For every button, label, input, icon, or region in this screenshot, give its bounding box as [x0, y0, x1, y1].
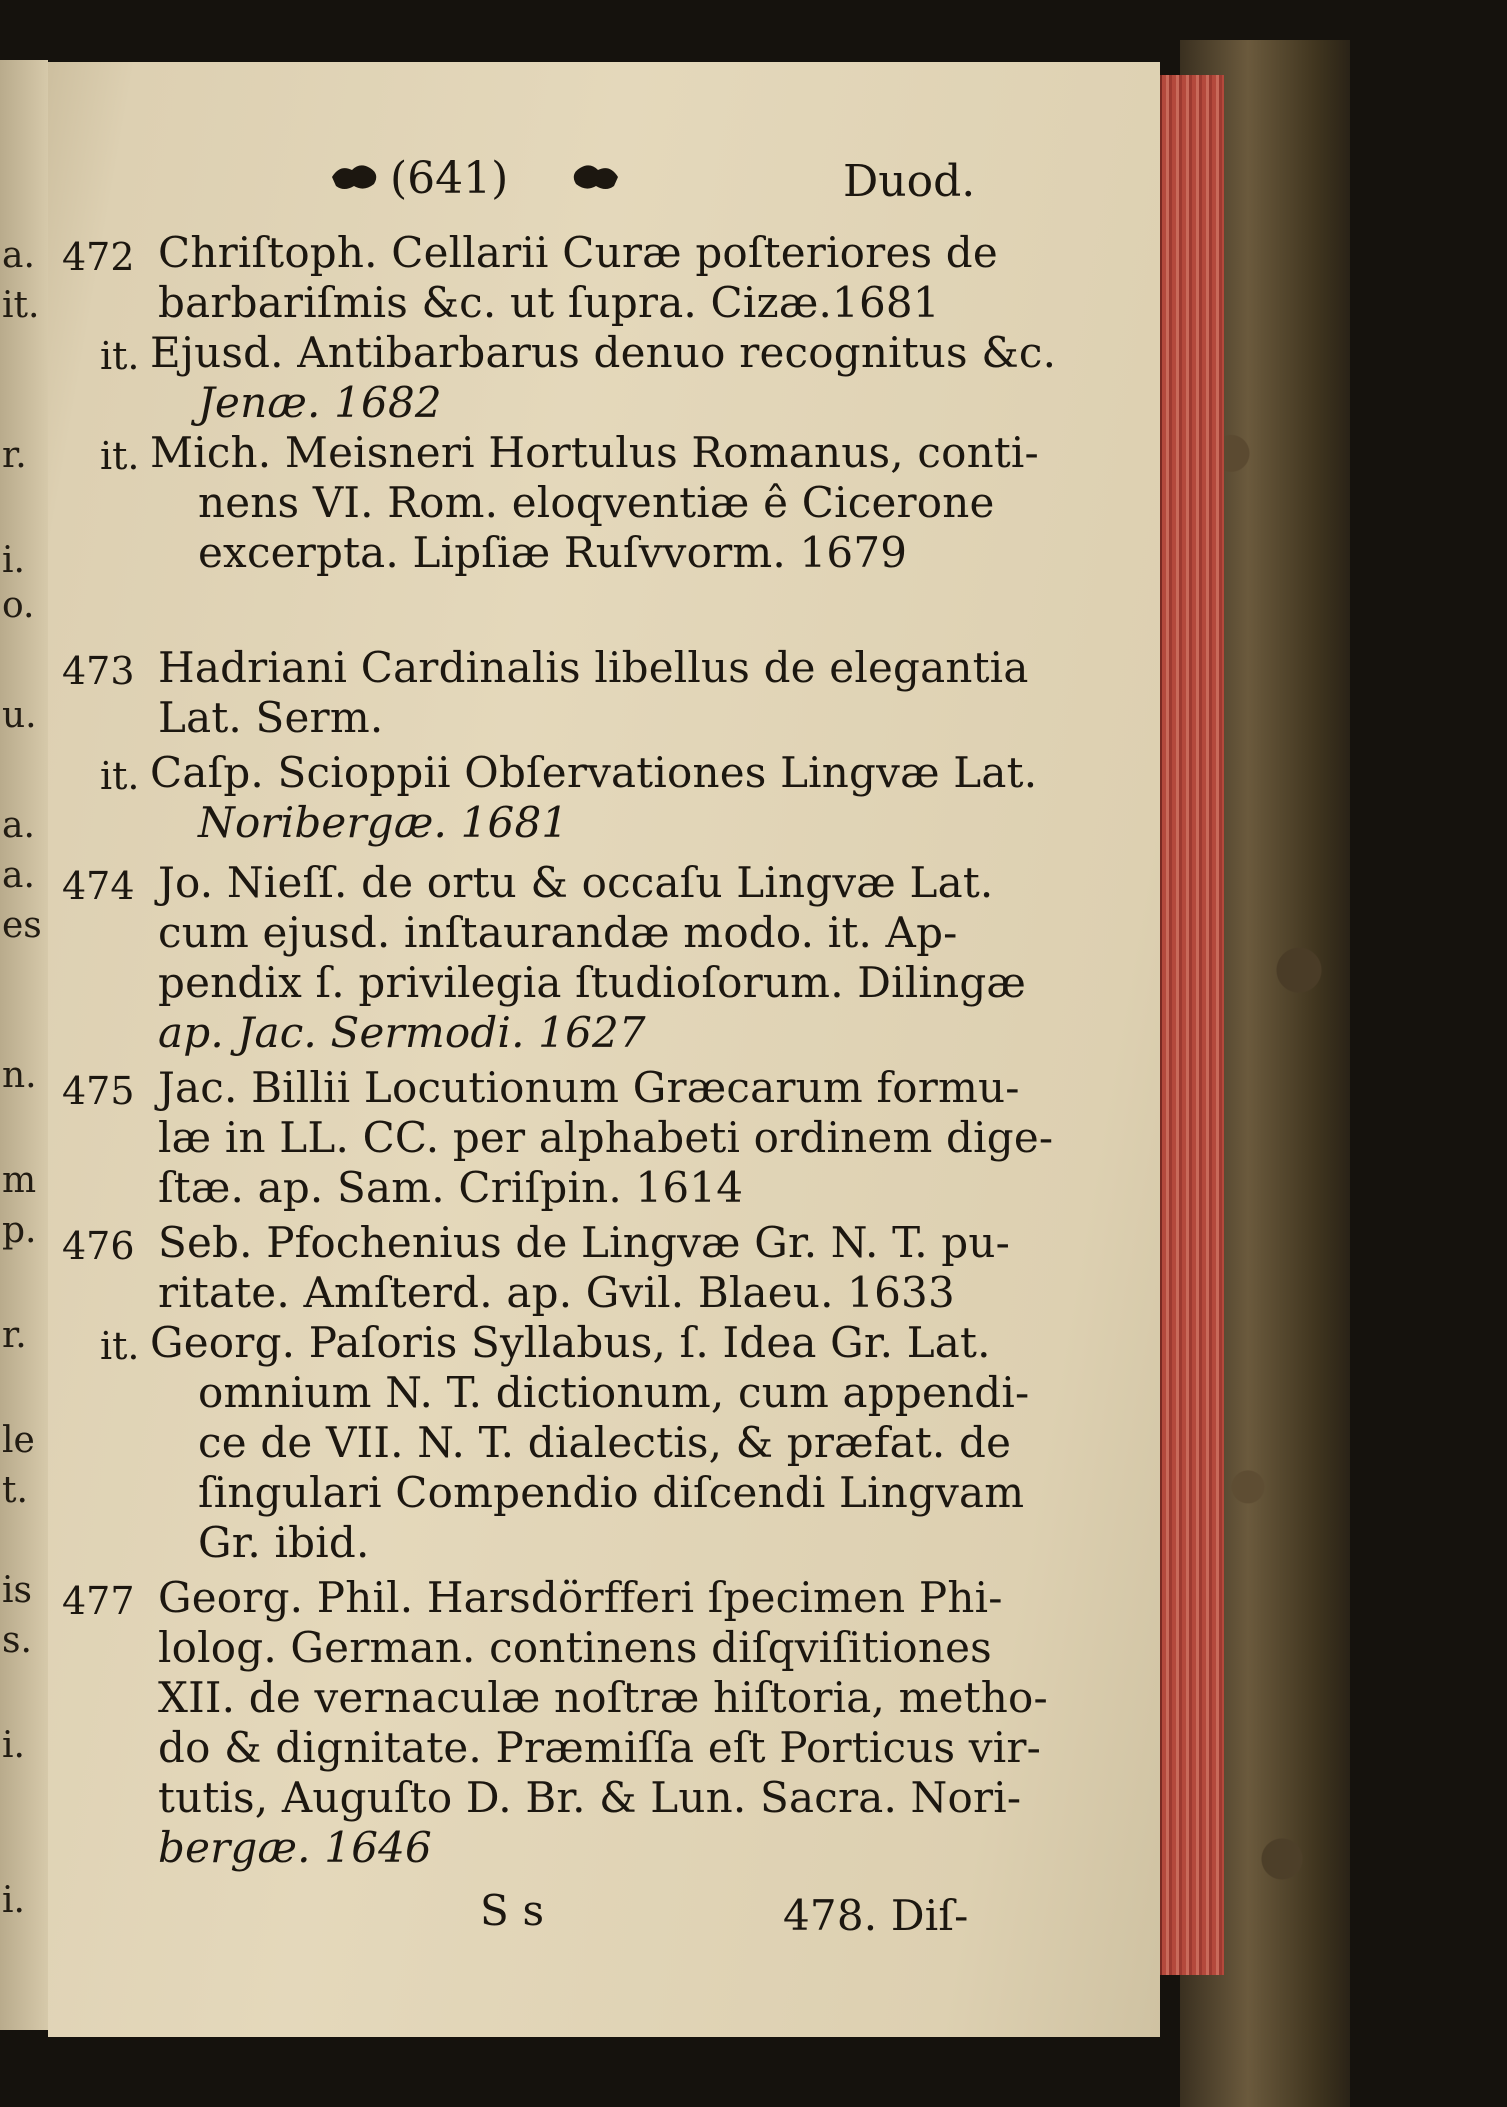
margin-fragment: i.: [2, 540, 25, 581]
ornament-left-icon: [330, 160, 382, 194]
entry-line: XII. de vernaculæ noſtræ hiſtoria, metho-: [158, 1673, 1048, 1722]
signature-mark: S s: [480, 1886, 545, 1935]
entry-number: 472: [62, 235, 135, 279]
margin-fragment: le: [2, 1420, 35, 1461]
entry-line: lolog. German. continens diſqviſitiones: [158, 1623, 992, 1672]
entry-line: tutis, Auguſto D. Br. & Lun. Sacra. Nori-: [158, 1773, 1022, 1822]
entry-line: Gr. ibid.: [198, 1518, 370, 1567]
entry-line: Jac. Billii Locutionum Græcarum formu-: [158, 1063, 1020, 1112]
margin-fragment: p.: [2, 1210, 37, 1251]
entry-number: it.: [100, 434, 140, 478]
entry-line: cum ejusd. inſtaurandæ modo. it. Ap-: [158, 908, 958, 957]
entry-line: Seb. Pfochenius de Lingvæ Gr. N. T. pu-: [158, 1218, 1011, 1267]
entry-line: Chriſtoph. Cellarii Curæ poſteriores de: [158, 228, 998, 277]
margin-fragment: a.: [2, 855, 35, 896]
entry-line: do & dignitate. Præmiſſa eſt Porticus vir-: [158, 1723, 1042, 1772]
entry-line: ap. Jac. Sermodi. 1627: [158, 1008, 646, 1057]
entry-line: Jenæ. 1682: [198, 378, 442, 427]
entry-line: Jo. Nieſſ. de ortu & occaſu Lingvæ Lat.: [158, 858, 994, 907]
entry-line: Mich. Meisneri Hortulus Romanus, conti-: [150, 428, 1039, 477]
entry-line: Georg. Paſoris Syllabus, ſ. Idea Gr. Lat.: [150, 1318, 991, 1367]
entry-number: 477: [62, 1579, 135, 1623]
entry-line: ſtæ. ap. Sam. Criſpin. 1614: [158, 1163, 744, 1212]
entry-line: barbariſmis &c. ut ſupra. Cizæ.1681: [158, 278, 940, 327]
margin-fragment: es: [2, 905, 42, 946]
entry-number: 475: [62, 1069, 135, 1113]
entry-line: excerpta. Lipſiæ Ruſvvorm. 1679: [198, 528, 908, 577]
book-page: [48, 62, 1160, 2037]
entry-line: Lat. Serm.: [158, 693, 384, 742]
ornament-right-icon: [568, 160, 620, 194]
previous-page-edge: [0, 60, 48, 2030]
entry-number: 476: [62, 1224, 135, 1268]
entry-line: nens VI. Rom. eloqventiæ ê Cicerone: [198, 478, 995, 527]
page-number: (641): [390, 153, 509, 204]
margin-fragment: o.: [2, 585, 35, 626]
margin-fragment: a.: [2, 805, 35, 846]
margin-fragment: a.: [2, 235, 35, 276]
margin-fragment: i.: [2, 1880, 25, 1921]
section-heading: Duod.: [843, 156, 976, 207]
entry-line: læ in LL. CC. per alphabeti ordinem dige-: [158, 1113, 1054, 1162]
red-page-edges: [1160, 75, 1224, 1975]
margin-fragment: m: [2, 1160, 37, 1201]
entry-number: it.: [100, 754, 140, 798]
catchword: 478. Diſ-: [783, 1891, 969, 1940]
margin-fragment: r.: [2, 435, 27, 476]
margin-fragment: r.: [2, 1315, 27, 1356]
entry-line: Ejusd. Antibarbarus denuo recognitus &c.: [150, 328, 1057, 377]
entry-number: 474: [62, 864, 135, 908]
entry-number: 473: [62, 649, 135, 693]
margin-fragment: s.: [2, 1620, 32, 1661]
margin-fragment: u.: [2, 695, 37, 736]
entry-line: bergæ. 1646: [158, 1823, 432, 1872]
margin-fragment: is: [2, 1570, 32, 1611]
margin-fragment: it.: [2, 285, 40, 326]
margin-fragment: n.: [2, 1055, 37, 1096]
entry-line: Georg. Phil. Harsdörfferi ſpecimen Phi-: [158, 1573, 1003, 1622]
entry-line: pendix ſ. privilegia ſtudioſorum. Dilingæ: [158, 958, 1027, 1007]
entry-line: ritate. Amſterd. ap. Gvil. Blaeu. 1633: [158, 1268, 955, 1317]
margin-fragment: i.: [2, 1725, 25, 1766]
entry-line: ce de VII. N. T. dialectis, & præfat. de: [198, 1418, 1012, 1467]
margin-fragment: t.: [2, 1470, 28, 1511]
entry-line: Noribergæ. 1681: [198, 798, 569, 847]
entry-line: Caſp. Scioppii Obſervationes Lingvæ Lat.: [150, 748, 1038, 797]
entry-line: ſingulari Compendio diſcendi Lingvam: [198, 1468, 1025, 1517]
entry-line: omnium N. T. dictionum, cum appendi-: [198, 1368, 1030, 1417]
entry-number: it.: [100, 1324, 140, 1368]
entry-line: Hadriani Cardinalis libellus de elegantia: [158, 643, 1029, 692]
entry-number: it.: [100, 334, 140, 378]
